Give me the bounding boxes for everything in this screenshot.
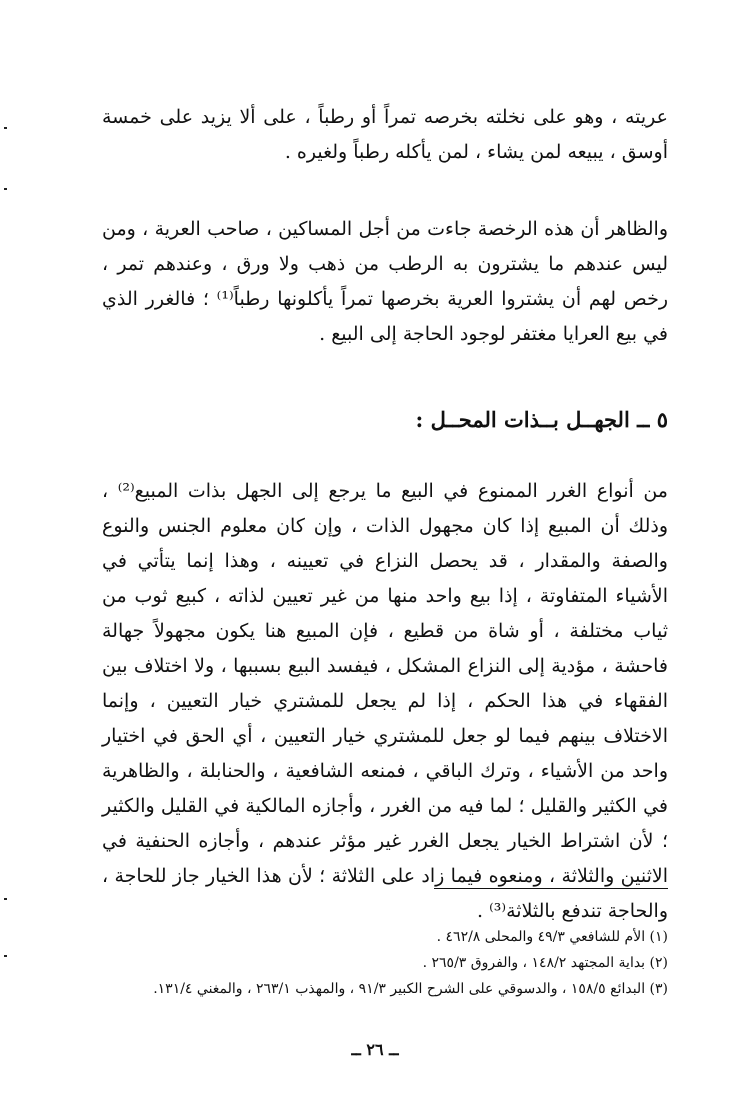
footnote-3: (٣) البدائع ١٥٨/٥ ، والدسوقي على الشرح الكبير ٩١/٣ ، والمهذب ٢٦٣/١ ، والمغني ١٣١/٤. bbox=[153, 981, 668, 997]
footnote-1: (١) الأم للشافعي ٤٩/٣ والمحلى ٤٦٢/٨ . bbox=[436, 929, 668, 945]
footnote-2: (٢) بداية المجتهد ١٤٨/٢ ، والفروق ٢٦٥/٣ . bbox=[422, 955, 668, 971]
paragraph-1 bbox=[102, 100, 668, 170]
scan-edge-mark bbox=[4, 898, 7, 900]
paragraph-2 bbox=[102, 212, 668, 352]
paragraph-1-text: عريته ، وهو على نخلته بخرصه تمراً أو رطباً ، على ألا يزيد على خمسة أوسق ، يبيعه لمن يشاء ، لمن يأكله رطباً ولغيره . bbox=[102, 106, 668, 163]
paragraph-3 bbox=[102, 474, 668, 929]
page-number: ــ ٢٦ ــ bbox=[351, 1040, 399, 1059]
paragraph-3-text: من أنواع الغرر الممنوع في البيع ما يرجع إلى الجهل بذات المبيع⁽²⁾ ، وذلك أن المبيع إذا كان مجهول الذات ، وإن كان معلوم الجنس والنوع والصفة والمقدار ، قد يحصل النزاع في تعيينه ، وهذا إنما يتأتي في الأشياء المتفاوتة ، إذا بيع واحد منها من غير تعيين لذاته ، كبيع ثوب من ثياب مختلفة ، أو شاة من قطيع ، فإن المبيع هنا يكون مجهولاً جهالة فاحشة ، مؤدية إلى النزاع المشكل ، فيفسد البيع بسببها ، ولا اختلاف بين الفقهاء في هذا الحكم ، إذا لم يجعل للمشتري خيار التعيين ، وإنما الاختلاف بينهم فيما لو جعل للمشتري خيار التعيين ، أي الحق في اختيار واحد من الأشياء ، وترك الباقي ، فمنعه الشافعية ، والحنابلة ، والظاهرية في الكثير والقليل ؛ لما فيه من الغرر ، وأجازه المالكية في القليل والكثير ؛ لأن اشتراط الخيار يجعل الغرر غير مؤثر عندهم ، وأجازه الحنفية في الاثنين والثلاثة ، ومنعوه فيما زاد على الثلاثة ؛ لأن هذا الخيار جاز للحاجة ، والحاجة تندفع بالثلاثة⁽³⁾ . bbox=[102, 480, 668, 922]
footnote-separator bbox=[434, 888, 668, 889]
footnotes bbox=[68, 924, 668, 1002]
paragraph-2-text: والظاهر أن هذه الرخصة جاءت من أجل المساكين ، صاحب العرية ، ومن ليس عندهم ما يشترون به الرطب من ذهب ولا ورق ، وعندهم تمر ، رخص لهم أن يشتروا العرية بخرصها تمراً يأكلونها رطباً⁽¹⁾ ؛ فالغرر الذي في بيع العرايا مغتفر لوجود الحاجة إلى البيع . bbox=[102, 218, 668, 345]
section-heading: ٥ ــ الجهــل بــذات المحــل : bbox=[415, 407, 668, 432]
scan-edge-mark bbox=[4, 127, 7, 129]
scan-edge-mark bbox=[4, 955, 7, 957]
scan-edge-mark bbox=[4, 188, 7, 190]
